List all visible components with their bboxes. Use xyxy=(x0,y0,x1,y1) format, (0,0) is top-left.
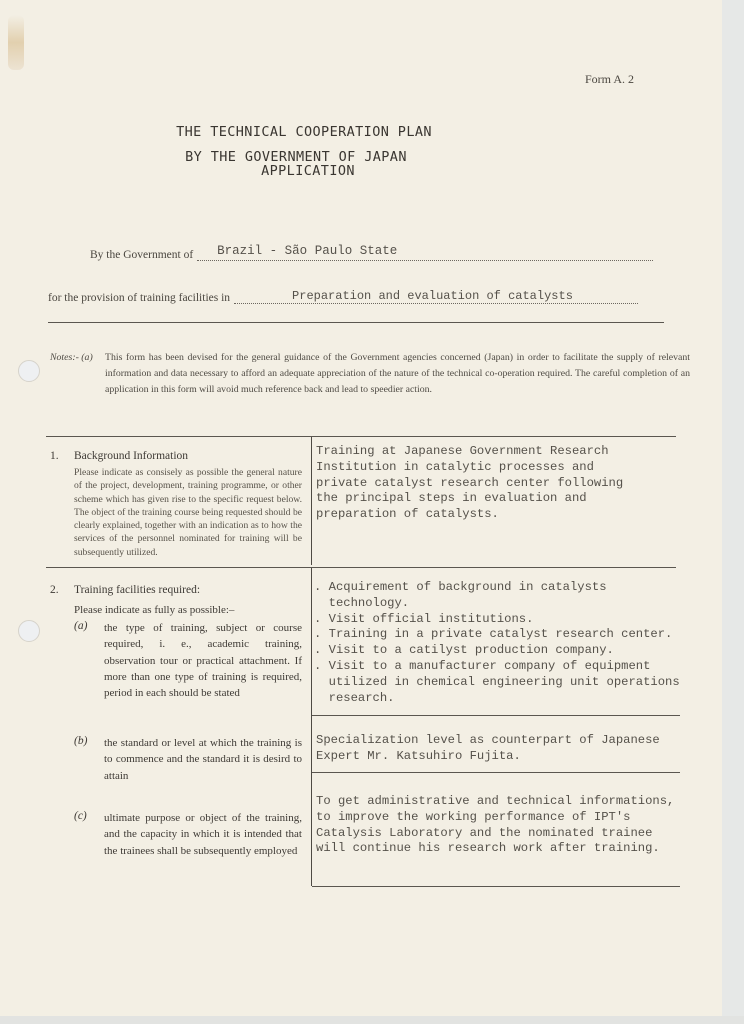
punch-hole-bottom xyxy=(18,620,40,642)
section-2-number: 2. xyxy=(50,584,59,596)
form-number: Form A. 2 xyxy=(585,72,635,86)
answer-c-bottom-rule xyxy=(312,886,680,887)
section-1-number: 1. xyxy=(50,450,59,462)
title-line-3: APPLICATION xyxy=(261,163,355,179)
government-field xyxy=(90,244,653,261)
answer-a-bottom-rule xyxy=(312,715,680,716)
column-divider-2 xyxy=(311,568,312,886)
scan-background-bottom xyxy=(0,1016,744,1024)
government-value: Brazil - São Paulo State xyxy=(217,244,398,258)
item-a-label: (a) xyxy=(74,620,88,632)
section-1-heading: Background Information xyxy=(74,450,189,462)
item-b-label: (b) xyxy=(74,735,88,747)
provision-line xyxy=(234,287,638,304)
item-c-answer: To get administrative and technical informations, to improve the working performance of IPT's Catalysis Laboratory and the nominated trainee will continue his research work after training. xyxy=(316,794,675,856)
title-line-1: THE TECHNICAL COOPERATION PLAN xyxy=(176,124,432,140)
section-2-heading: Training facilities required: xyxy=(74,584,201,596)
item-c-label: (c) xyxy=(74,810,87,822)
item-a-answer: . Acquirement of background in catalysts technology. . Visit official institutions. . Training in a private catalyst research center. . Visit to a catilyst production company. . Visit to a manufacturer company of equipment utilized in chemical engineering unit operations research. xyxy=(314,580,680,705)
notes-text: This form has been devised for the general guidance of the Government agencies concerned (Japan) in order to facilitate the supply of relevant information and data necessary to afford an adequate appreciation of the nature of the technical co-operation required. The careful completion of an application in this form will avoid much reference back and lead to speedier action. xyxy=(105,352,690,395)
section-1-bottom-rule xyxy=(46,567,676,568)
government-line xyxy=(197,244,653,261)
section-1-answer: Training at Japanese Government Research Institution in catalytic processes and private catalyst research center following the principal steps in evaluation and preparation of catalysts. xyxy=(316,444,624,522)
scan-background-right xyxy=(722,0,744,1024)
section-2-intro: Please indicate as fully as possible:– xyxy=(74,604,235,616)
paper-stain xyxy=(8,15,24,70)
item-b-answer: Specialization level as counterpart of Japanese Expert Mr. Katsuhiro Fujita. xyxy=(316,733,660,763)
provision-value: Preparation and evaluation of catalysts xyxy=(292,289,573,303)
title-line-2: BY THE GOVERNMENT OF JAPAN xyxy=(185,149,407,165)
answer-b-bottom-rule xyxy=(312,772,680,773)
notes-label: Notes:- (a) xyxy=(50,352,93,363)
column-divider-1 xyxy=(311,437,312,565)
punch-hole-top xyxy=(18,360,40,382)
item-a-text: the type of training, subject or course required, i. e., academic training, observation tour or practical attachment. If more than one type of training is required, period in each should be stated xyxy=(104,622,302,700)
provision-label: for the provision of training facilities in xyxy=(48,292,231,304)
provision-field xyxy=(48,287,638,304)
item-c-text: ultimate purpose or object of the training, and the capacity in which it is intended that the trainees shall be subsequently employed xyxy=(104,812,302,857)
section-1-instructions: Please indicate as consisely as possible the general nature of the project, development, training programme, or other scheme which has given rise to the specific request below. The object of the training course being requested should be clearly explained, together with an indication as to how the services of the personnel nominated for training will be subsequently utilized. xyxy=(74,467,302,558)
header-divider xyxy=(48,322,664,323)
item-b-text: the standard or level at which the training is to commence and the standard it is desird to attain xyxy=(104,737,302,782)
table-top-rule xyxy=(46,436,676,437)
government-label: By the Government of xyxy=(90,249,194,261)
